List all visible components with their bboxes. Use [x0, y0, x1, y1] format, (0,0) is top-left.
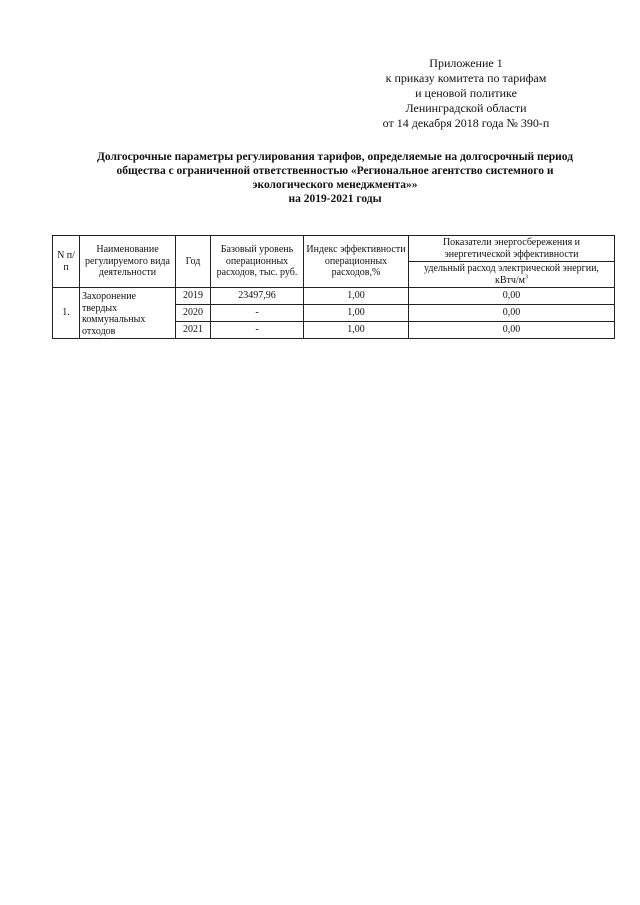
title-line: экологического менеджмента»» [252, 179, 418, 191]
header-energy-sub-sup: 3 [525, 274, 529, 281]
header-energy-sub [409, 262, 615, 288]
title-line: общества с ограниченной ответственностью «Региональное агентство системного и [116, 165, 554, 177]
appendix-block [356, 56, 576, 131]
header-efficiency-index: Индекс эффективности операционных расходов,% [304, 236, 409, 288]
cell-energy: 0,00 [409, 322, 615, 339]
appendix-line: к приказу комитета по тарифам [385, 71, 547, 85]
appendix-line: Ленинградской области [405, 101, 527, 115]
cell-efficiency-index: 1,00 [304, 322, 409, 339]
appendix-line: Приложение 1 [429, 56, 503, 70]
row-num: 1. [53, 288, 80, 339]
cell-efficiency-index: 1,00 [304, 305, 409, 322]
title-line: на 2019-2021 годы [288, 193, 382, 205]
cell-energy: 0,00 [409, 305, 615, 322]
appendix-line: и ценовой политике [415, 86, 517, 100]
header-activity-name: Наименование регулируемого вида деятельности [80, 236, 176, 288]
cell-year: 2020 [176, 305, 211, 322]
cell-efficiency-index: 1,00 [304, 288, 409, 305]
header-num: N п/п [53, 236, 80, 288]
table-row [53, 288, 615, 305]
header-year: Год [176, 236, 211, 288]
document-title [55, 150, 615, 206]
cell-base-opex: 23497,96 [211, 288, 304, 305]
cell-energy: 0,00 [409, 288, 615, 305]
title-line: Долгосрочные параметры регулирования тарифов, определяемые на долгосрочный период [96, 151, 574, 163]
row-activity-name: Захоронение твердых коммунальных отходов [80, 288, 176, 339]
appendix-line: от 14 декабря 2018 года № 390-п [382, 116, 550, 130]
cell-base-opex: - [211, 322, 304, 339]
cell-base-opex: - [211, 305, 304, 322]
cell-year: 2019 [176, 288, 211, 305]
tariff-parameters-table [52, 235, 615, 339]
cell-year: 2021 [176, 322, 211, 339]
header-energy-group: Показатели энергосбережения и энергетической эффективности [409, 236, 615, 262]
header-energy-sub-text: удельный расход электрической энергии, кВтч/м [424, 263, 599, 286]
header-base-opex: Базовый уровень операционных расходов, тыс. руб. [211, 236, 304, 288]
